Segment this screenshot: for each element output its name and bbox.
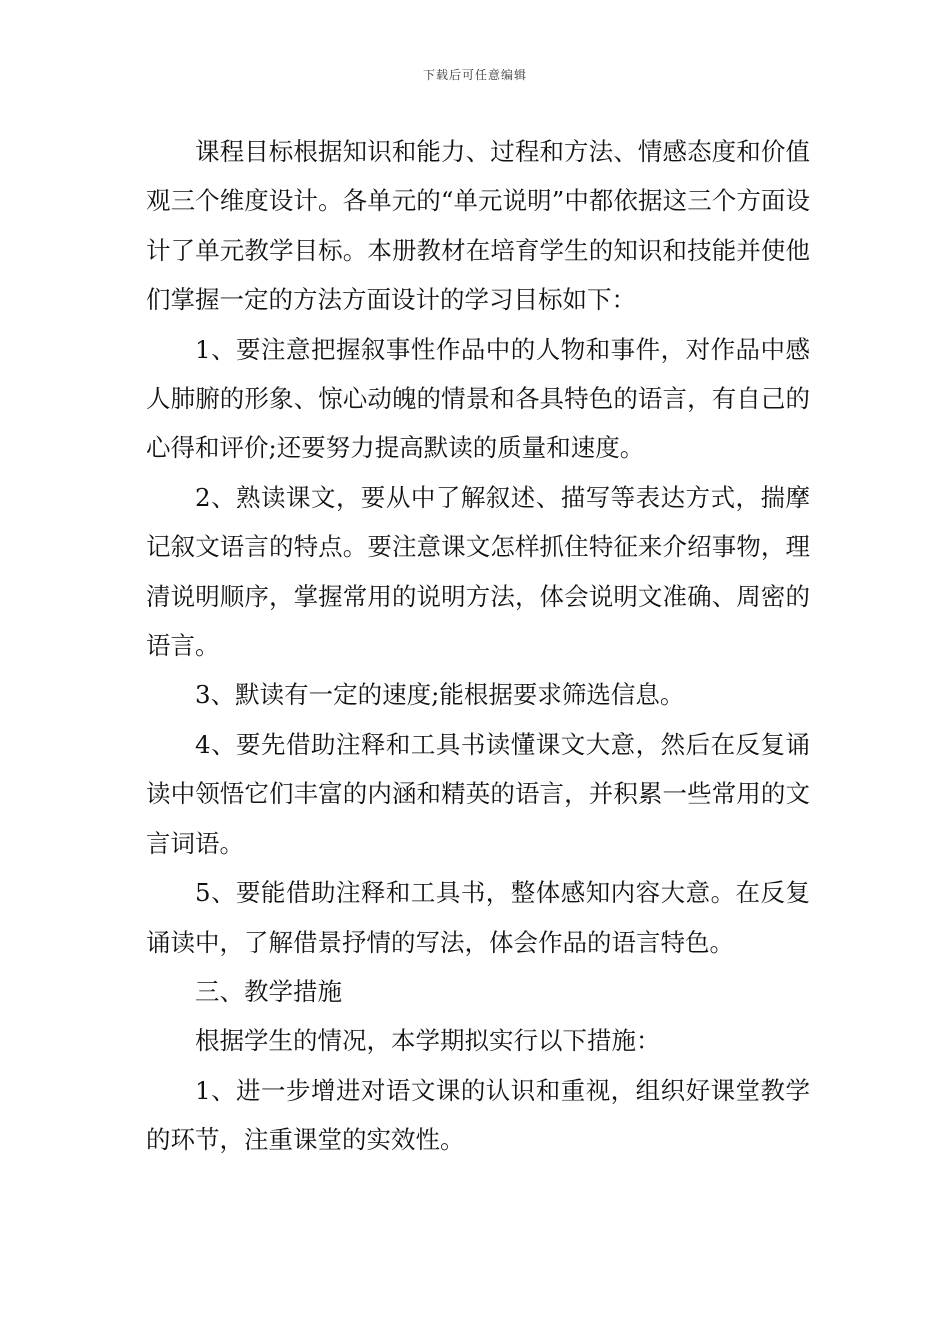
- header-note: 下载后可任意编辑: [422, 68, 527, 82]
- document-body: [146, 127, 810, 1165]
- section-heading-measures: 三、教学措施: [195, 976, 342, 1006]
- paragraph-measures-intro: 根据学生的情况，本学期拟实行以下措施：: [195, 1026, 661, 1056]
- paragraph-goals-intro: 课程目标根据知识和能力、过程和方法、情感态度和价值观三个维度设计。各单元的“单元说明”中都依据这三个方面设计了单元教学目标。本册教材在培育学生的知识和技能并使他们掌握一定的方法方面设计的学习目标如下：: [146, 137, 810, 315]
- paragraph-measure-1: 1、进一步增进对语文课的认识和重视，组织好课堂教学的环节，注重课堂的实效性。: [146, 1075, 810, 1155]
- paragraph-goal-4: 4、要先借助注释和工具书读懂课文大意，然后在反复诵读中领悟它们丰富的内涵和精英的语言，并积累一些常用的文言词语。: [146, 729, 810, 858]
- paragraph-goal-1: 1、要注意把握叙事性作品中的人物和事件，对作品中感人肺腑的形象、惊心动魄的情景和各具特色的语言，有自己的心得和评价;还要努力提高默读的质量和速度。: [146, 334, 810, 463]
- paragraph-goal-2: 2、熟读课文，要从中了解叙述、描写等表达方式，揣摩记叙文语言的特点。要注意课文怎样抓住特征来介绍事物，理清说明顺序，掌握常用的说明方法，体会说明文准确、周密的语言。: [146, 482, 810, 661]
- paragraph-goal-5: 5、要能借助注释和工具书，整体感知内容大意。在反复诵读中，了解借景抒情的写法，体会作品的语言特色。: [146, 878, 810, 957]
- paragraph-goal-3: 3、默读有一定的速度;能根据要求筛选信息。: [195, 680, 685, 710]
